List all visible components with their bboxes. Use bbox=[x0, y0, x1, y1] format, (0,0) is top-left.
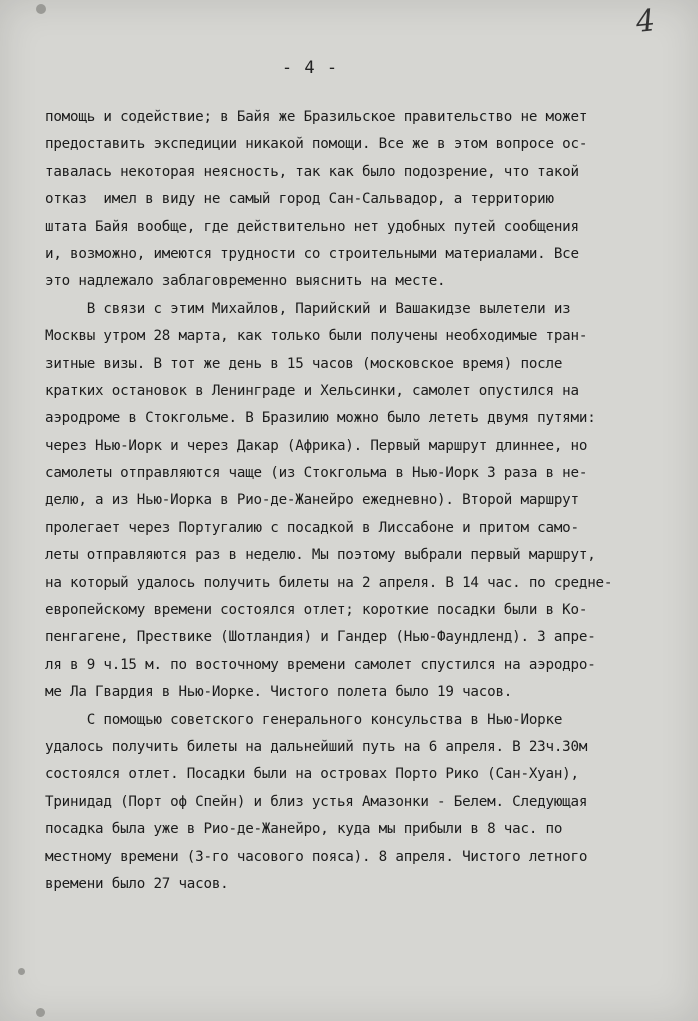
text-line: самолеты отправляются чаще (из Стокгольма в Нью-Иорк 3 раза в не- bbox=[45, 465, 588, 482]
handwritten-page-mark: 4 bbox=[634, 3, 657, 40]
text-line: и, возможно, имеются трудности со строительными материалами. Все bbox=[45, 245, 579, 262]
text-line: предоставить экспедиции никакой помощи. Все же в этом вопросе ос- bbox=[45, 136, 588, 153]
text-line: помощь и содействие; в Байя же Бразильское правительство не может bbox=[45, 109, 588, 125]
text-line: пенгагене, Прествике (Шотландия) и Гандер (Нью-Фаундленд). 3 апре- bbox=[45, 629, 596, 646]
text-line: леты отправляются раз в неделю. Мы поэтому выбрали первый маршрут, bbox=[45, 547, 596, 564]
text-line: это надлежало заблаговременно выяснить на месте. bbox=[45, 273, 446, 290]
text-line: Москвы утром 28 марта, как только были получены необходимые тран- bbox=[45, 328, 588, 345]
punch-hole-mark bbox=[36, 1008, 45, 1017]
punch-hole-mark bbox=[18, 968, 25, 975]
text-line: пролегает через Португалию с посадкой в Лиссабоне и притом само- bbox=[45, 519, 579, 536]
punch-hole-mark bbox=[36, 4, 46, 14]
text-line: состоялся отлет. Посадки были на островах Порто Рико (Сан-Хуан), bbox=[45, 766, 579, 783]
text-line: делю, а из Нью-Иорка в Рио-де-Жанейро ежедневно). Второй маршрут bbox=[45, 492, 579, 509]
text-line: кратких остановок в Ленинграде и Хельсинки, самолет опустился на bbox=[45, 382, 579, 399]
text-line: удалось получить билеты на дальнейший путь на 6 апреля. В 23ч.30м bbox=[45, 738, 588, 755]
text-line: аэродроме в Стокгольме. В Бразилию можно было лететь двумя путями: bbox=[45, 410, 596, 427]
text-line: европейскому времени состоялся отлет; короткие посадки были в Ко- bbox=[45, 602, 588, 619]
page-number: - 4 - bbox=[281, 58, 339, 78]
text-line: отказ имел в виду не самый город Сан-Сальвадор, а территорию bbox=[45, 191, 554, 208]
text-line: В связи с этим Михайлов, Парийский и Вашакидзе вылетели из bbox=[45, 300, 571, 317]
text-line: времени было 27 часов. bbox=[45, 875, 229, 892]
text-line: Тринидад (Порт оф Спейн) и близ устья Амазонки - Белем. Следующая bbox=[45, 793, 588, 810]
text-line: через Нью-Иорк и через Дакар (Африка). Первый маршрут длиннее, но bbox=[45, 437, 588, 454]
text-line: посадка была уже в Рио-де-Жанейро, куда мы прибыли в 8 час. по bbox=[45, 821, 563, 838]
body-text bbox=[45, 104, 697, 898]
text-line: тавалась некоторая неясность, так как было подозрение, что такой bbox=[45, 163, 579, 180]
text-line: С помощью советского генерального консульства в Нью-Иорке bbox=[45, 711, 563, 728]
text-line: местному времени (3-го часового пояса). 8 апреля. Чистого летного bbox=[45, 848, 588, 865]
text-line: ля в 9 ч.15 м. по восточному времени самолет спустился на аэродро- bbox=[45, 656, 596, 673]
text-line: штата Байя вообще, где действительно нет удобных путей сообщения bbox=[45, 218, 579, 235]
text-line: на который удалось получить билеты на 2 апреля. В 14 час. по средне- bbox=[45, 574, 613, 591]
text-line: зитные визы. В тот же день в 15 часов (московское время) после bbox=[45, 355, 563, 372]
text-line: ме Ла Гвардия в Нью-Иорке. Чистого полета было 19 часов. bbox=[45, 684, 513, 701]
